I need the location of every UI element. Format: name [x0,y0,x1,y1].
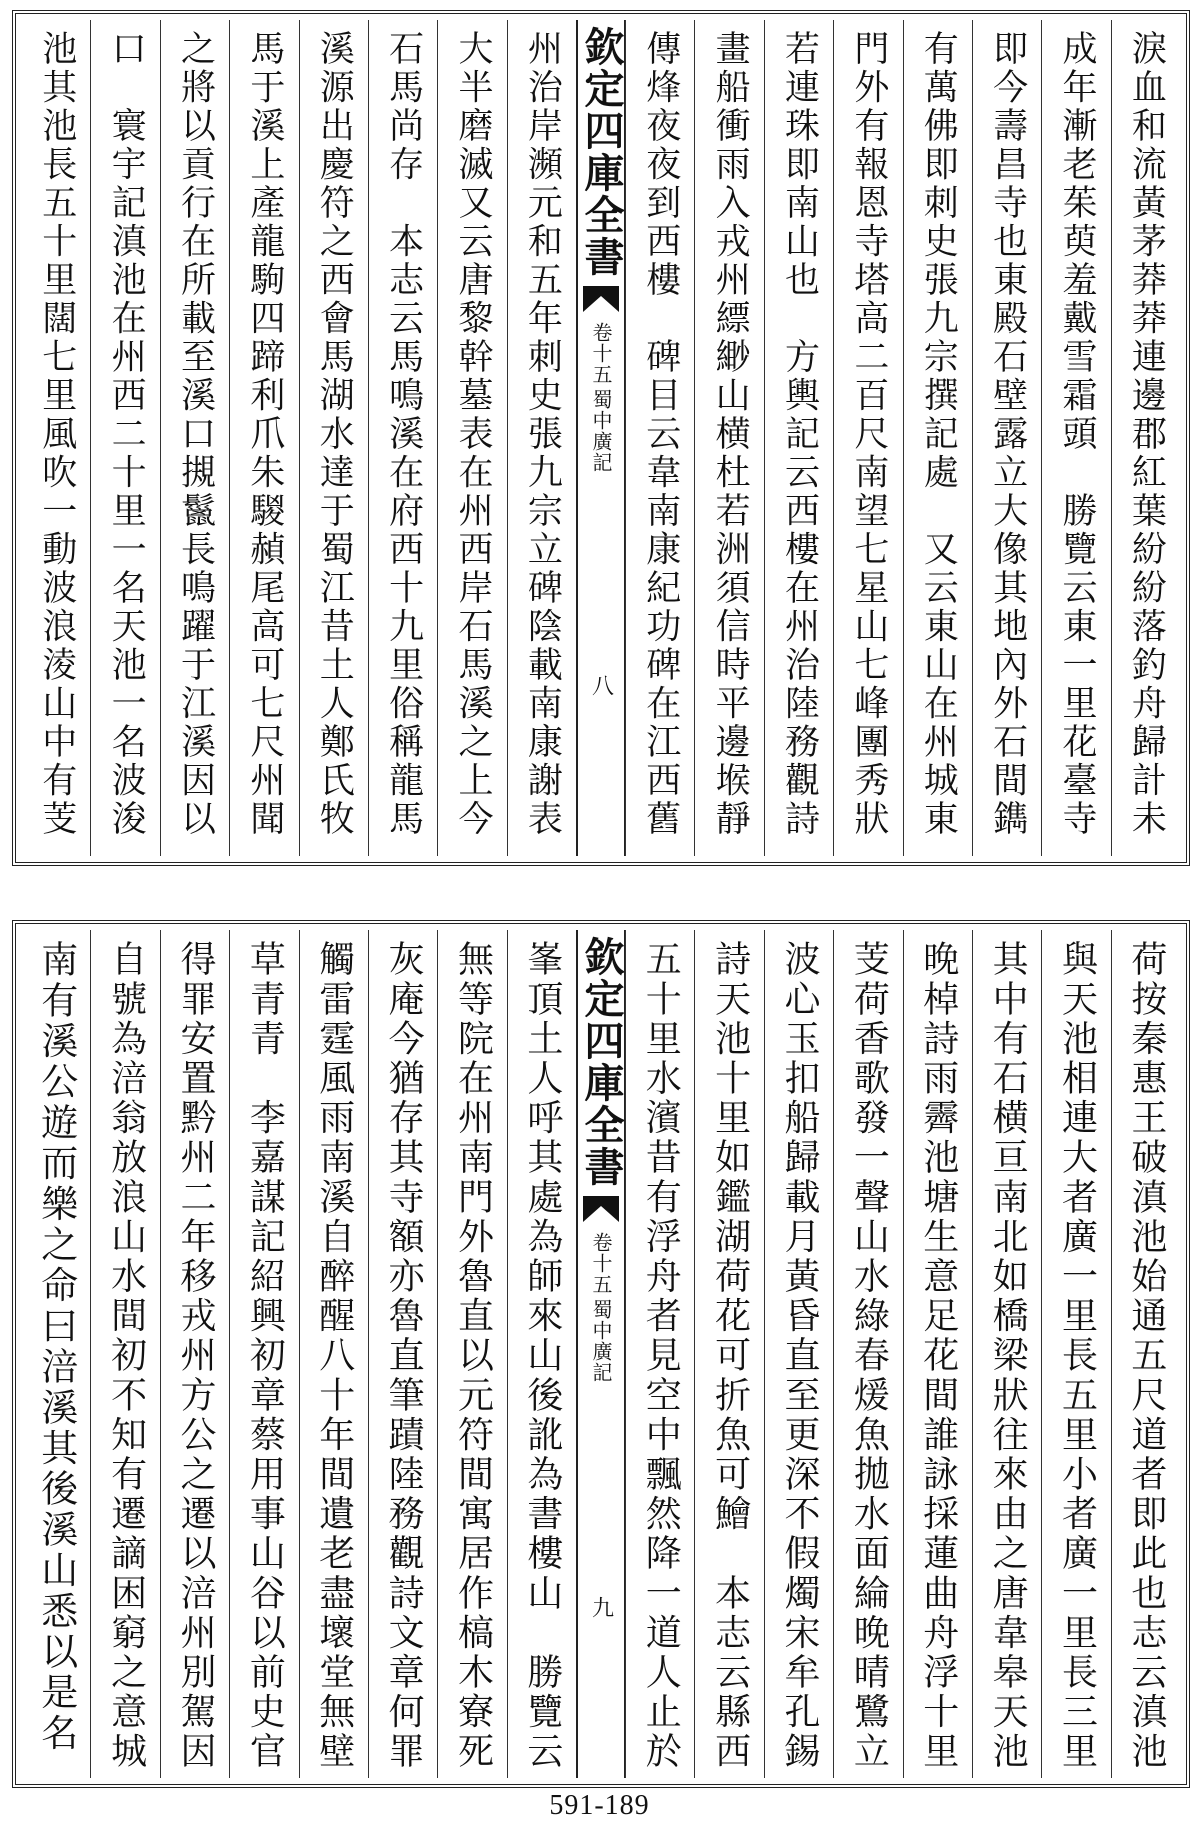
text-column [160,930,229,1778]
text-column [1111,930,1180,1778]
text-column [229,20,298,856]
text-column [1111,20,1180,856]
text-column [1041,20,1110,856]
center-fold-column [576,20,626,856]
column-text: 其中有石横亘南北如橋梁狀往來由之唐韋皋天池 [987,940,1029,1772]
column-text: 與天池相連大者廣一里長五里小者廣一里長三里 [1056,940,1098,1772]
text-column [22,20,90,856]
text-column [625,930,694,1778]
column-text: 波心玉扣船歸載月黃昏直至更深不假燭宋牟孔錫 [778,940,820,1772]
column-text: 馬于溪上產龍駒四蹄利爪朱騣赬尾高可七尺州聞 [244,30,285,839]
text-column [972,20,1041,856]
text-column [507,930,576,1778]
column-text: 觸雷霆風雨南溪自醉醒八十年間遺老盡壞堂無壁 [313,940,355,1772]
column-text: 峯頂土人呼其處為師來山後訛為書樓山 勝覽云 [521,940,563,1772]
bottom-page [12,920,1190,1788]
column-text: 成年漸老茱萸羞戴雪霜頭 勝覽云東一里花臺寺 [1056,30,1097,839]
column-text: 大半磨滅又云唐黎幹墓表在州西岸石馬溪之上今 [452,30,493,839]
text-column [437,20,506,856]
column-text: 畫船衝雨入戎州縹緲山横杜若洲須信時平邊堠靜 [710,30,751,839]
text-column [229,930,298,1778]
volume-info [591,322,611,473]
text-column [299,20,368,856]
column-text: 池其池長五十里闊七里風吹一動波浪淩山中有芰 [36,30,77,839]
text-column [160,20,229,856]
column-text: 石馬尚存 本志云馬鳴溪在府西十九里俗稱龍馬 [383,30,424,839]
column-text: 口 寰宇記滇池在州西二十里一名天池一名波浚 [106,30,147,839]
leaf-number: 八 [588,674,614,696]
text-column [368,20,437,856]
center-fold-column [576,930,626,1778]
text-column [437,930,506,1778]
column-text: 詩天池十里如鑑湖荷花可折魚可鱠 本志云縣西 [709,940,751,1772]
text-column [972,930,1041,1778]
column-text: 南有溪公遊而樂之命曰涪溪其後溪山悉以是名 [34,940,78,1754]
column-text: 晚棹詩雨霽池塘生意足花間誰詠採蓮曲舟浮十里 [917,940,959,1772]
column-text: 草青青 李嘉謀記紹興初章蔡用事山谷以前史官 [244,940,286,1772]
column-text: 溪源出慶符之西會馬湖水達于蜀江昔土人鄭氏牧 [314,30,355,839]
text-column [694,20,763,856]
column-text: 得罪安置黔州二年移戎州方公之遷以涪州別駕因 [174,940,216,1772]
text-column [299,930,368,1778]
column-text: 州治岸瀕元和五年刺史張九宗立碑陰載南康謝表 [522,30,563,839]
column-text: 芰荷香歌發一聲山水綠春煖魚拋水面綸晚晴鷺立 [848,940,890,1772]
column-text: 五十里水濱昔有浮舟者見空中飄然降一道人止於 [640,940,682,1772]
text-column [833,930,902,1778]
column-text: 荷按秦惠王破滇池始通五尺道者即此也志云滇池 [1125,940,1167,1772]
chapter-label: 卷十五 [589,322,613,385]
text-column [1041,930,1110,1778]
text-column [507,20,576,856]
fishtail-mark-icon [583,1196,619,1222]
chapter-label: 卷十五 [589,1232,613,1295]
volume-title: 蜀中廣記 [589,389,613,473]
column-text: 即今壽昌寺也東殿石壁露立大像其地內外石間鐫 [987,30,1028,839]
column-text: 傳烽夜夜到西樓 碑目云韋南康紀功碑在江西舊 [640,30,681,839]
volume-info [591,1232,611,1383]
book-title: 欽定四庫全書 [578,26,625,278]
text-column [833,20,902,856]
top-page-columns [22,20,1180,856]
bottom-page-columns [22,930,1180,1778]
text-column [903,930,972,1778]
column-text: 自號為涪翁放浪山水間初不知有遷謫困窮之意城 [105,940,147,1772]
column-text: 若連珠即南山也 方輿記云西樓在州治陸務觀詩 [779,30,820,839]
volume-title: 蜀中廣記 [589,1299,613,1383]
text-column [694,930,763,1778]
text-column [764,20,833,856]
fishtail-mark-icon [583,286,619,312]
text-column [764,930,833,1778]
column-text: 有萬佛即刺史張九宗撰記處 又云東山在州城東 [918,30,959,839]
leaf-number: 九 [588,1596,614,1618]
text-column [368,930,437,1778]
text-column [90,930,159,1778]
column-text: 之將以貢行在所載至溪口摫鬣長鳴躍于江溪因以 [175,30,216,839]
text-column [625,20,694,856]
column-text: 灰庵今猶存其寺額亦魯直筆蹟陸務觀詩文章何罪 [383,940,425,1772]
page-number-footer: 591-189 [549,1790,650,1821]
top-page [12,10,1190,866]
column-text: 門外有報恩寺塔高二百尺南望七星山七峰團秀狀 [848,30,889,839]
text-column [903,20,972,856]
column-text: 淚血和流黃茅莽莽連邊郡紅葉紛紛落釣舟歸計未 [1126,30,1167,839]
text-column [90,20,159,856]
book-title: 欽定四庫全書 [578,936,625,1188]
text-column [22,930,90,1778]
column-text: 無等院在州南門外魯直以元符間寓居作槁木寮死 [452,940,494,1772]
